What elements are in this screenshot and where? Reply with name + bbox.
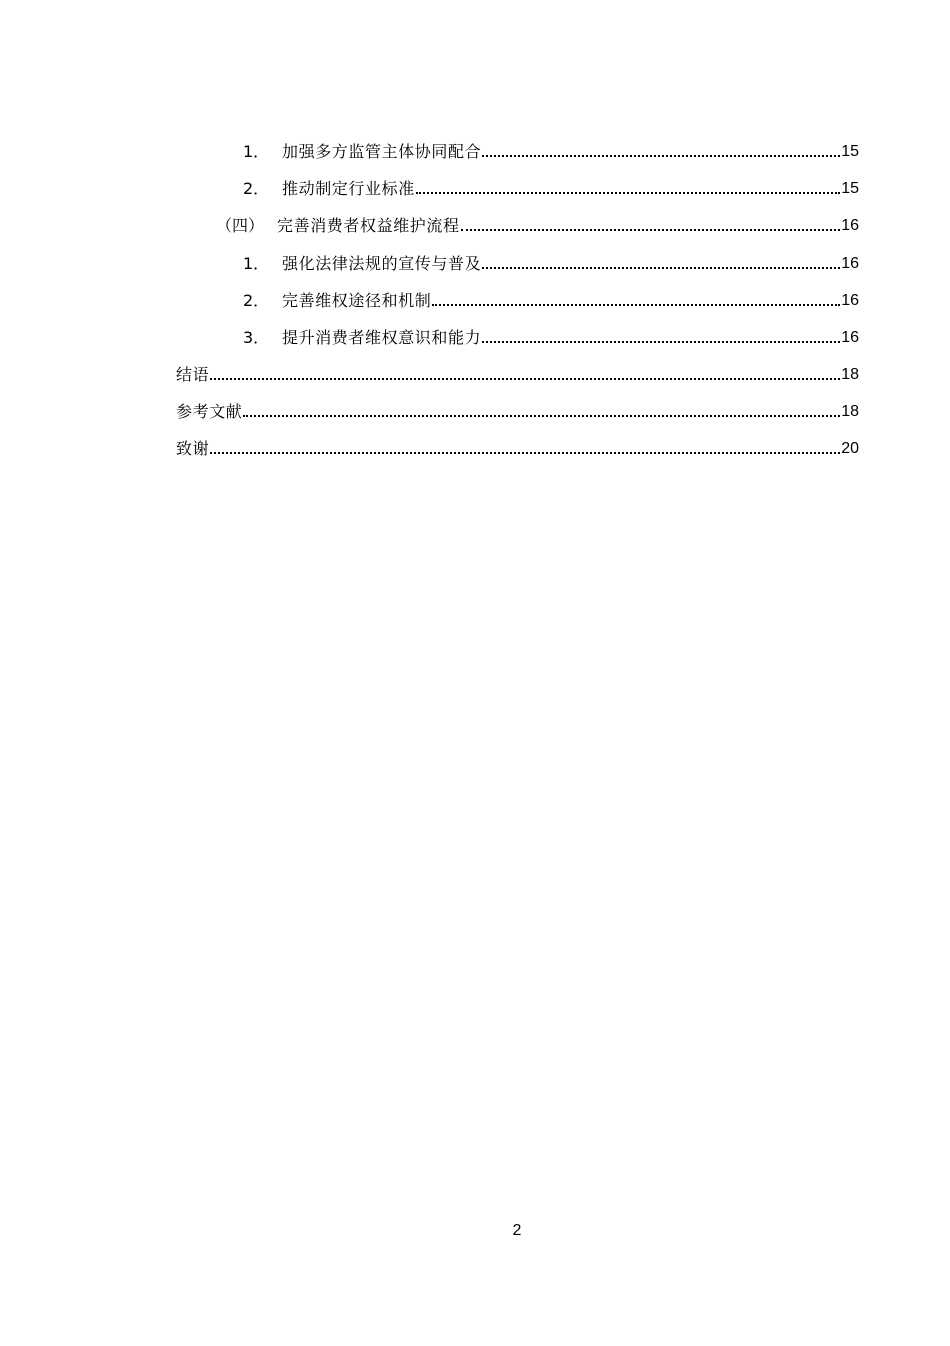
toc-entry-label: 完善消费者权益维护流程: [277, 216, 460, 235]
toc-entry-page: 15: [841, 143, 859, 160]
footer-page-number: 2: [512, 1222, 522, 1239]
toc-entry-label: 提升消费者维权意识和能力: [282, 328, 482, 347]
toc-entry-page: 18: [841, 403, 859, 420]
toc-entry-page: 15: [841, 180, 859, 197]
toc-entry-page: 16: [841, 329, 859, 346]
toc-entry[interactable]: [243, 324, 859, 348]
dot-leader: [482, 155, 840, 157]
toc-entry-label: 参考文献: [176, 402, 243, 421]
toc-entry-label: 强化法律法规的宣传与普及: [282, 254, 482, 273]
toc-entry[interactable]: [176, 435, 859, 459]
toc-entry-number: 2．: [243, 291, 270, 310]
dot-leader: [210, 452, 840, 454]
toc-entry[interactable]: [243, 287, 859, 311]
toc-entry-page: 16: [841, 255, 859, 272]
toc-entry-label: 加强多方监管主体协同配合: [282, 142, 482, 161]
toc-entry-page: 16: [841, 292, 859, 309]
toc-entry-page: 18: [841, 366, 859, 383]
toc-entry-page: 20: [841, 440, 859, 457]
toc-entry-number: 2．: [243, 179, 270, 198]
toc-entry[interactable]: [243, 138, 859, 162]
toc-entry-label: 致谢: [176, 439, 210, 458]
toc-entry-number: 3．: [243, 328, 270, 347]
dot-leader: [210, 378, 840, 380]
toc-entry-number: 1．: [243, 254, 270, 273]
toc-entry-label: 完善维权途径和机制: [282, 291, 432, 310]
dot-leader: [461, 229, 841, 231]
toc-entry-number: （四）: [216, 216, 265, 235]
toc-entry-label: 推动制定行业标准: [282, 179, 415, 198]
dot-leader: [432, 304, 840, 306]
toc-entry[interactable]: [243, 250, 859, 274]
toc-entry-label: 结语: [176, 365, 210, 384]
dot-leader: [243, 415, 840, 417]
dot-leader: [416, 192, 840, 194]
toc-entry-number: 1．: [243, 142, 270, 161]
toc-entry[interactable]: [176, 398, 859, 422]
toc-entry[interactable]: [216, 212, 859, 236]
dot-leader: [482, 341, 840, 343]
toc-entry[interactable]: [243, 175, 859, 199]
dot-leader: [482, 267, 840, 269]
toc-entry-page: 16: [841, 217, 859, 234]
toc-entry[interactable]: [176, 361, 859, 385]
